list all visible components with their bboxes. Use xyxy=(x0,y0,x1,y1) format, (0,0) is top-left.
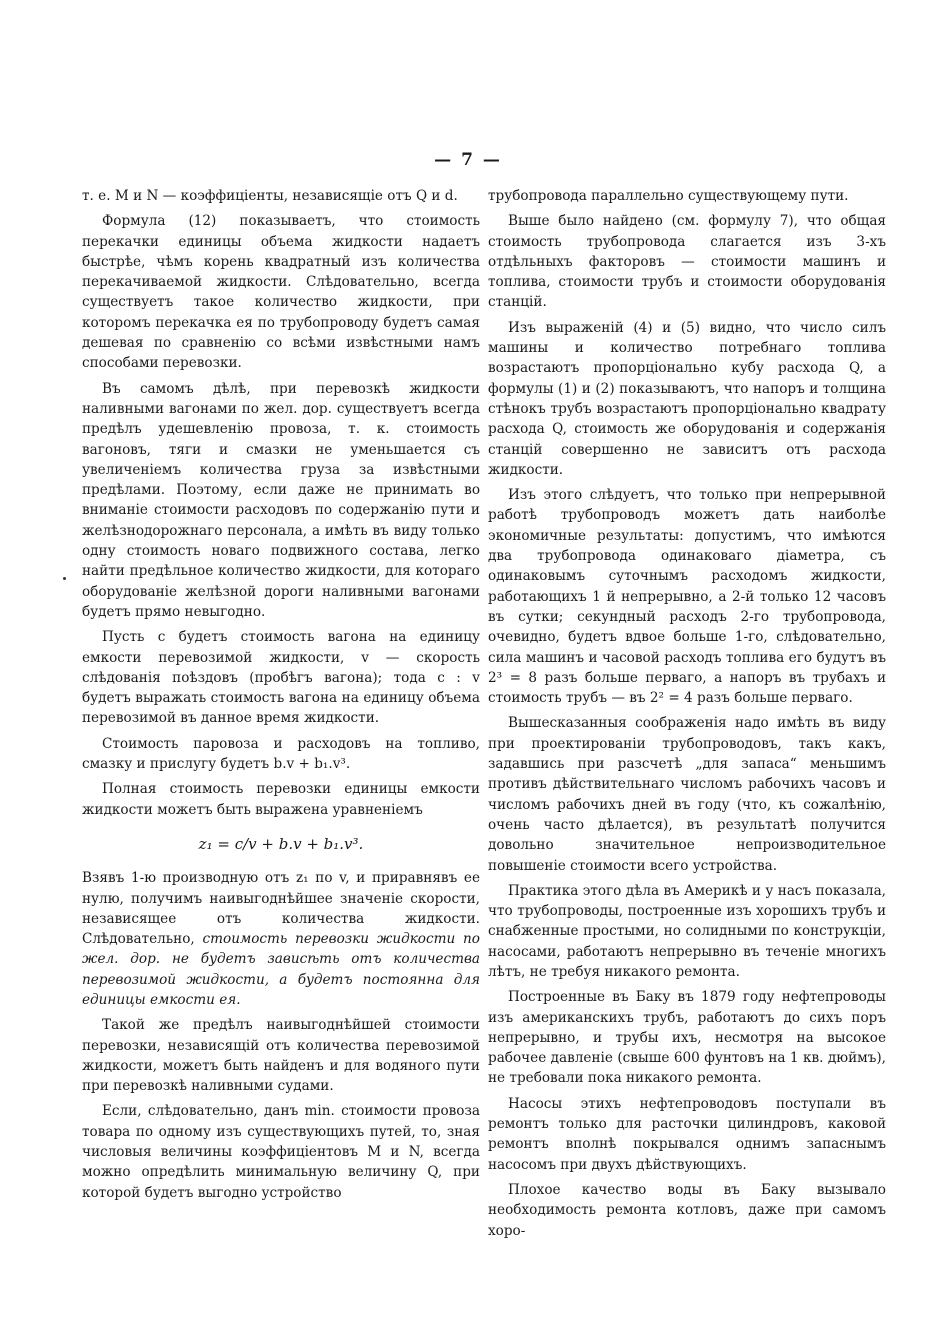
paragraph xyxy=(82,868,480,1010)
paragraph: Плохое качество воды въ Баку вызывало необходимость ремонта котловъ, даже при самомъ хоро- xyxy=(488,1181,886,1239)
paragraph: Если, слѣдовательно, данъ min. стоимости провоза товара по одному изъ существующихъ путей, то, зная числовыя величины коэффиціентовъ M и N, всегда можно опредѣлить минимальную величину Q, при которой будетъ выгодно устройство xyxy=(82,1103,480,1201)
paragraph: т. е. M и N — коэффиціенты, независящіе отъ Q и d. xyxy=(82,188,458,204)
margin-dot xyxy=(63,577,66,580)
paragraph: Вышесказанныя соображенія надо имѣть въ виду при проектированіи трубопроводовъ, такъ какъ, задавшись при разсчетѣ „для запаса“ меньшимъ противъ дѣйствительнаго числомъ рабочихъ часовъ и числомъ рабочихъ дней въ году (что, къ сожалѣнію, очень часто дѣлается), въ результатѣ получится довольно значительное непроизводительное повышеніе стоимости всего устройства. xyxy=(488,715,886,874)
paragraph: Такой же предѣлъ наивыгоднѣйшей стоимости перевозки, независящій отъ количества перевозимой жидкости, можетъ быть найденъ и для водяного пути при перевозкѣ наливными судами. xyxy=(82,1017,480,1095)
equation: z₁ = c/v + b.v + b₁.v³. xyxy=(198,834,364,853)
paragraph-text: Взявъ 1-ю производную отъ z₁ по v, и приравнявъ ее нулю, получимъ наивыгоднѣйшее значеніе скорости, независящее отъ количества жидкости. Слѣдовательно, xyxy=(82,870,480,948)
paragraph: Пусть c будетъ стоимость вагона на единицу емкости перевозимой жидкости, v — скорость слѣдованія поѣздовъ (пробѣгъ вагона); тода c : v будетъ выражать стоимость вагона на единицу объема перевозимой въ данное время жидкости. xyxy=(82,629,480,727)
emphasized-text: стоимость перевозки жидкости по жел. дор. не будетъ зависѣть отъ количества перевозимой жидкости, а будетъ постоянна для единицы емкости ея. xyxy=(82,931,480,1008)
paragraph: Стоимость паровоза и расходовъ на топливо, смазку и прислугу будетъ b.v + b₁.v³. xyxy=(82,735,480,773)
right-column xyxy=(488,186,886,1246)
paragraph: Построенные въ Баку въ 1879 году нефтепроводы изъ американскихъ трубъ, работаютъ до сихъ поръ непрерывно, и трубы ихъ, несмотря на высокое рабочее давленіе (свыше 600 фунтовъ на 1 кв. дюймъ), не требовали пока никакого ремонта. xyxy=(488,989,886,1087)
paragraph: Практика этого дѣла въ Америкѣ и у насъ показала, что трубопроводы, построенные изъ хорошихъ трубъ и снабженные простыми, но солидными по конструкціи, насосами, работаютъ непрерывно въ теченіе многихъ лѣтъ, не требуя никакого ремонта. xyxy=(488,882,886,980)
paragraph: Въ самомъ дѣлѣ, при перевозкѣ жидкости наливными вагонами по жел. дор. существуетъ всегда предѣлъ удешевленію провоза, т. к. стоимость вагоновъ, тяги и смазки не уменьшается съ увеличеніемъ количества груза за извѣстными предѣлами. Поэтому, если даже не принимать во вниманіе стоимости расходовъ по содержанію пути и желѣзнодорожнаго персонала, а имѣть въ виду только одну стоимость новаго подвижного состава, легко найти предѣльное количество жидкости, для котораго оборудованіе желѣзной дороги наливными вагонами будетъ прямо невыгодно. xyxy=(82,380,480,620)
paragraph: Выше было найдено (см. формулу 7), что общая стоимость трубопровода слагается изъ 3-хъ отдѣльныхъ факторовъ — стоимости машинъ и топлива, стоимости трубъ и стоимости оборудованія станцій. xyxy=(488,213,886,311)
paragraph: Изъ этого слѣдуетъ, что только при непрерывной работѣ трубопроводъ можетъ дать наиболѣе экономичные результаты: допустимъ, что имѣются два трубопровода одинаковаго діаметра, съ одинаковымъ суточнымъ расходомъ жидкости, работающихъ 1 й непрерывно, а 2-й только 12 часовъ въ сутки; секундный расходъ 2-го трубопровода, очевидно, будетъ вдвое больше 1-го, слѣдовательно, сила машинъ и часовой расходъ топлива его будутъ въ 2³ = 8 разъ больше перваго, а напоръ въ трубахъ и стоимость трубъ — въ 2² = 4 разъ больше перваго. xyxy=(488,487,886,707)
paragraph: Полная стоимость перевозки единицы емкости жидкости можетъ быть выражена уравненіемъ xyxy=(82,781,480,818)
paragraph: Изъ выраженій (4) и (5) видно, что число силъ машины и количество потребнаго топлива возрастаютъ пропорціонально кубу расхода Q, а формулы (1) и (2) показываютъ, что напоръ и толщина стѣнокъ трубъ возрастаютъ пропорціонально квадрату расхода Q, стоимость же оборудованія и содержанія станцій совершенно не зависитъ отъ расхода жидкости. xyxy=(488,319,886,478)
paragraph: трубопровода параллельно существующему пути. xyxy=(488,188,849,204)
paragraph: Насосы этихъ нефтепроводовъ поступали въ ремонтъ только для расточки цилиндровъ, каковой ремонтъ вполнѣ покрывался однимъ запаснымъ насосомъ при двухъ дѣйствующихъ. xyxy=(488,1095,886,1173)
paragraph: Формула (12) показываетъ, что стоимость перекачки единицы объема жидкости надаетъ быстрѣе, чѣмъ корень квадратный изъ количества перекачиваемой жидкости. Слѣдовательно, всегда существуетъ такое количество жидкости, при которомъ перекачка ея по трубопроводу будетъ самая дешевая по сравненію со всѣми извѣстными намъ способами перевозки. xyxy=(82,213,480,372)
page-number: — 7 — xyxy=(434,150,502,170)
left-column xyxy=(82,186,480,1208)
